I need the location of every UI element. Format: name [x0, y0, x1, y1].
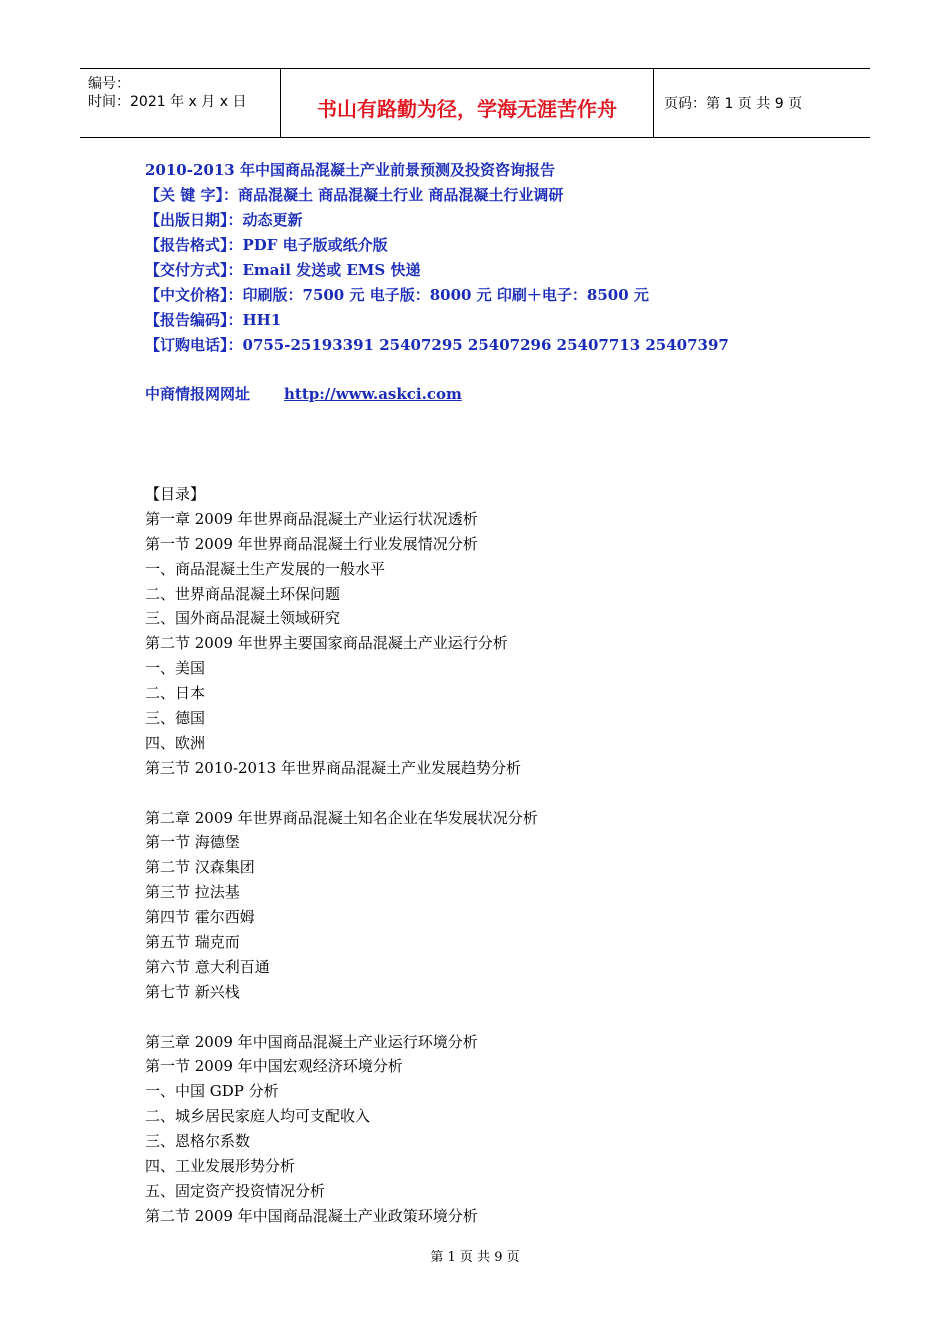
toc-item: 第三章 2009 年中国商品混凝土产业运行环境分析: [145, 1032, 478, 1051]
toc-item: 一、商品混凝土生产发展的一般水平: [145, 559, 386, 578]
toc-spacer: [145, 1005, 538, 1030]
toc-item: 第三节 拉法基: [145, 883, 240, 902]
report-title: 2010-2013 年中国商品混凝土产业前景预测及投资咨询报告: [145, 161, 555, 179]
toc-item: 第四节 霍尔西姆: [145, 908, 255, 927]
toc-item: 第一章 2009 年世界商品混凝土产业运行状况透析: [145, 509, 478, 528]
toc-item: 第五节 瑞克而: [145, 933, 240, 952]
toc-item: 五、固定资产投资情况分析: [145, 1181, 326, 1200]
toc-item: 三、恩格尔系数: [145, 1132, 251, 1151]
toc-item: 第二节 汉森集团: [145, 858, 255, 877]
toc-item: 三、国外商品混凝土领域研究: [145, 609, 341, 628]
header-meta: [80, 69, 281, 137]
toc-item: 第六节 意大利百通: [145, 957, 270, 976]
toc-item: 一、美国: [145, 659, 206, 678]
toc-item: 二、城乡居民家庭人均可支配收入: [145, 1107, 371, 1126]
report-keywords: 【关 键 字】：商品混凝土 商品混凝土行业 商品混凝土行业调研: [145, 186, 564, 204]
toc-item: 一、中国 GDP 分析: [145, 1082, 279, 1101]
toc-item: 二、日本: [145, 684, 206, 703]
toc-item: 三、德国: [145, 709, 206, 728]
report-info: [145, 158, 729, 358]
report-delivery: 【交付方式】：Email 发送或 EMS 快递: [145, 261, 421, 279]
toc-item: 第三节 2010-2013 年世界商品混凝土产业发展趋势分析: [145, 758, 521, 777]
report-publish-date: 【出版日期】：动态更新: [145, 211, 303, 229]
header-page-info: 页码：第 1 页 共 9 页: [664, 96, 803, 112]
toc-item: 第一节 海德堡: [145, 833, 240, 852]
report-format: 【报告格式】：PDF 电子版或纸介版: [145, 236, 388, 254]
toc-item: 第一节 2009 年中国宏观经济环境分析: [145, 1057, 403, 1076]
time-label: 时间：2021 年 x 月 x 日: [88, 94, 247, 110]
toc-item: 第二节 2009 年世界主要国家商品混凝土产业运行分析: [145, 634, 508, 653]
report-price: 【中文价格】：印刷版：7500 元 电子版：8000 元 印刷＋电子：8500 元: [145, 286, 649, 304]
report-code: 【报告编码】：HH1: [145, 311, 282, 329]
site-line: [145, 383, 462, 404]
table-of-contents: [145, 482, 538, 1229]
toc-item: 第七节 新兴栈: [145, 982, 240, 1001]
number-label: 编号：: [88, 76, 130, 92]
toc-item: 第二章 2009 年世界商品混凝土知名企业在华发展状况分析: [145, 808, 538, 827]
site-label: 中商情报网网址: [145, 385, 251, 403]
motto-text: 书山有路勤为径，学海无涯苦作舟: [317, 96, 617, 121]
toc-item: 【目录】: [145, 485, 206, 503]
toc-item: 四、欧洲: [145, 733, 206, 752]
toc-item: 第一节 2009 年世界商品混凝土行业发展情况分析: [145, 534, 478, 553]
toc-item: 第二节 2009 年中国商品混凝土产业政策环境分析: [145, 1206, 478, 1225]
page-footer: 第 1 页 共 9 页: [430, 1250, 520, 1265]
toc-spacer: [145, 781, 538, 806]
toc-item: 四、工业发展形势分析: [145, 1157, 296, 1176]
toc-item: 二、世界商品混凝土环保问题: [145, 584, 341, 603]
page-header: [80, 68, 870, 138]
header-motto: [281, 69, 654, 137]
site-link[interactable]: http://www.askci.com: [284, 385, 462, 403]
report-phone: 【订购电话】：0755-25193391 25407295 25407296 25407713 25407397: [145, 336, 729, 354]
